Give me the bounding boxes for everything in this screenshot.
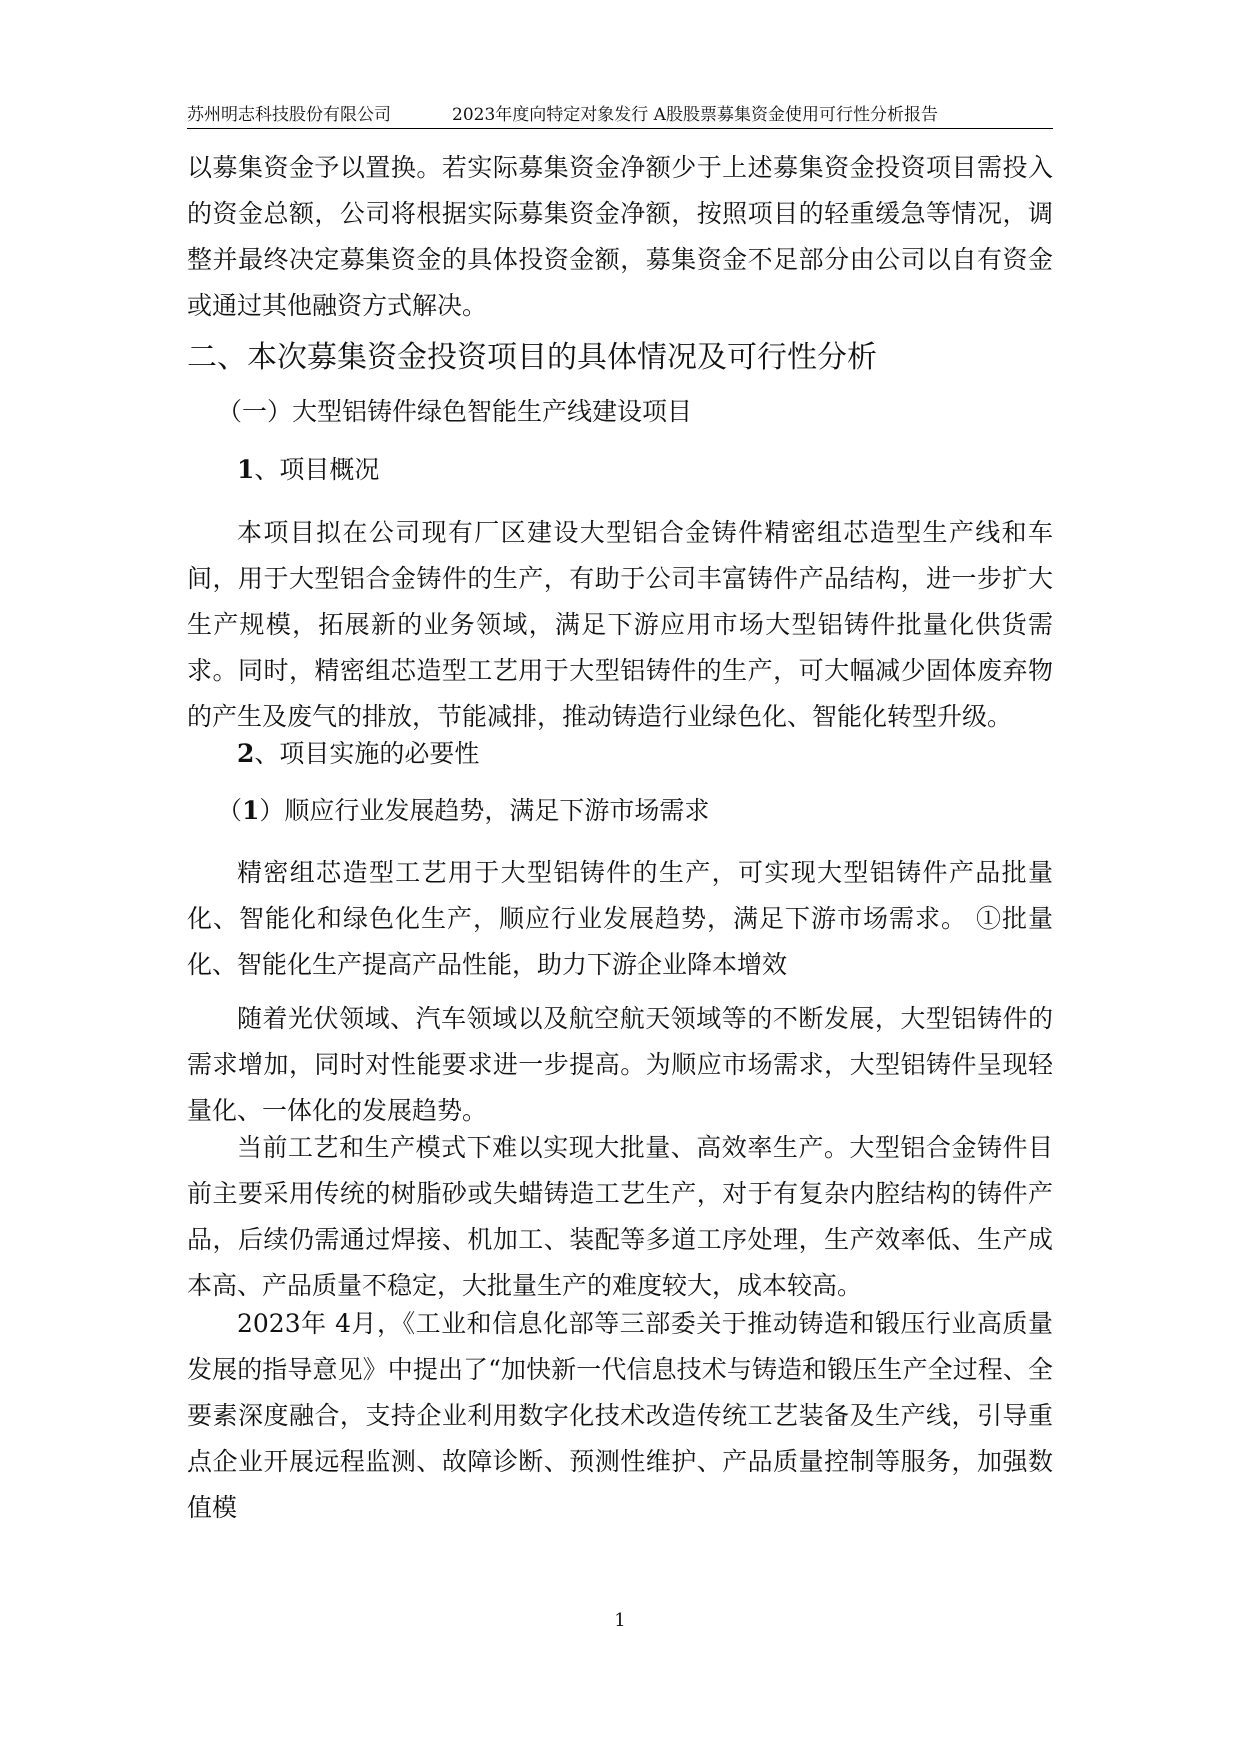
item-number: 2 <box>237 739 255 768</box>
subsection-title: （一）大型铝铸件绿色智能生产线建设项目 <box>217 397 693 426</box>
item-label: 、项目概况 <box>254 455 380 484</box>
item-title-necessity <box>237 734 479 774</box>
paragraph-project-overview: 本项目拟在公司现有厂区建设大型铝合金铸件精密组芯造型生产线和车间，用于大型铝合金铸件的生产，有助于公司丰富铸件产品结构，进一步扩大生产规模，拓展新的业务领域，满足下游应用市场大型铝铸件批量化供货需求。同时，精密组芯造型工艺用于大型铝铸件的生产，可大幅减少固体废弃物的产生及废气的排放，节能减排，推动铸造行业绿色化、智能化转型升级。 <box>187 518 1053 731</box>
sub-item-number: 1 <box>242 796 260 825</box>
paragraph-funds-replacement: 以募集资金予以置换。若实际募集资金净额少于上述募集资金投资项目需投入的资金总额，公司将根据实际募集资金净额，按照项目的轻重缓急等情况，调整并最终决定募集资金的具体投资金额，募集资金不足部分由公司以自有资金或通过其他融资方式解决。 <box>187 153 1053 320</box>
item-title-overview <box>237 450 379 490</box>
item-label: 、项目实施的必要性 <box>254 739 480 768</box>
paragraph-policy: 2023年 4月，《工业和信息化部等三部委关于推动铸造和锻压行业高质量发展的指导意见》中提出了“加快新一代信息技术与铸造和锻压生产全过程、全要素深度融合，支持企业利用数字化技术改造传统工艺装备及生产线，引导重点企业开展远程监测、故障诊断、预测性维护、产品质量控制等服务，加强数值模 <box>187 1309 1053 1522</box>
page-number: 1 <box>614 1610 626 1631</box>
section-title: 二、本次募集资金投资项目的具体情况及可行性分析 <box>187 340 877 375</box>
header-company: 苏州明志科技股份有限公司 <box>187 105 391 125</box>
sub-item-paren-open: （ <box>217 796 243 825</box>
paragraph-process: 精密组芯造型工艺用于大型铝铸件的生产，可实现大型铝铸件产品批量化、智能化和绿色化生产，顺应行业发展趋势，满足下游市场需求。 ①批量化、智能化生产提高产品性能，助力下游企业降本增效 <box>187 858 1053 979</box>
paragraph-demand: 随着光伏领域、汽车领域以及航空航天领域等的不断发展，大型铝铸件的需求增加，同时对性能要求进一步提高。为顺应市场需求，大型铝铸件呈现轻量化、一体化的发展趋势。 <box>187 1004 1053 1125</box>
paragraph-current-process: 当前工艺和生产模式下难以实现大批量、高效率生产。大型铝合金铸件目前主要采用传统的树脂砂或失蜡铸造工艺生产，对于有复杂内腔结构的铸件产品，后续仍需通过焊接、机加工、装配等多道工序处理，生产效率低、生产成本高、产品质量不稳定，大批量生产的难度较大，成本较高。 <box>187 1133 1053 1300</box>
page-header <box>187 102 1053 129</box>
item-number: 1 <box>237 455 255 484</box>
sub-item-title <box>217 791 709 831</box>
header-title: 2023年度向特定对象发行 A股股票募集资金使用可行性分析报告 <box>452 105 938 125</box>
sub-item-label: ）顺应行业发展趋势，满足下游市场需求 <box>259 796 710 825</box>
